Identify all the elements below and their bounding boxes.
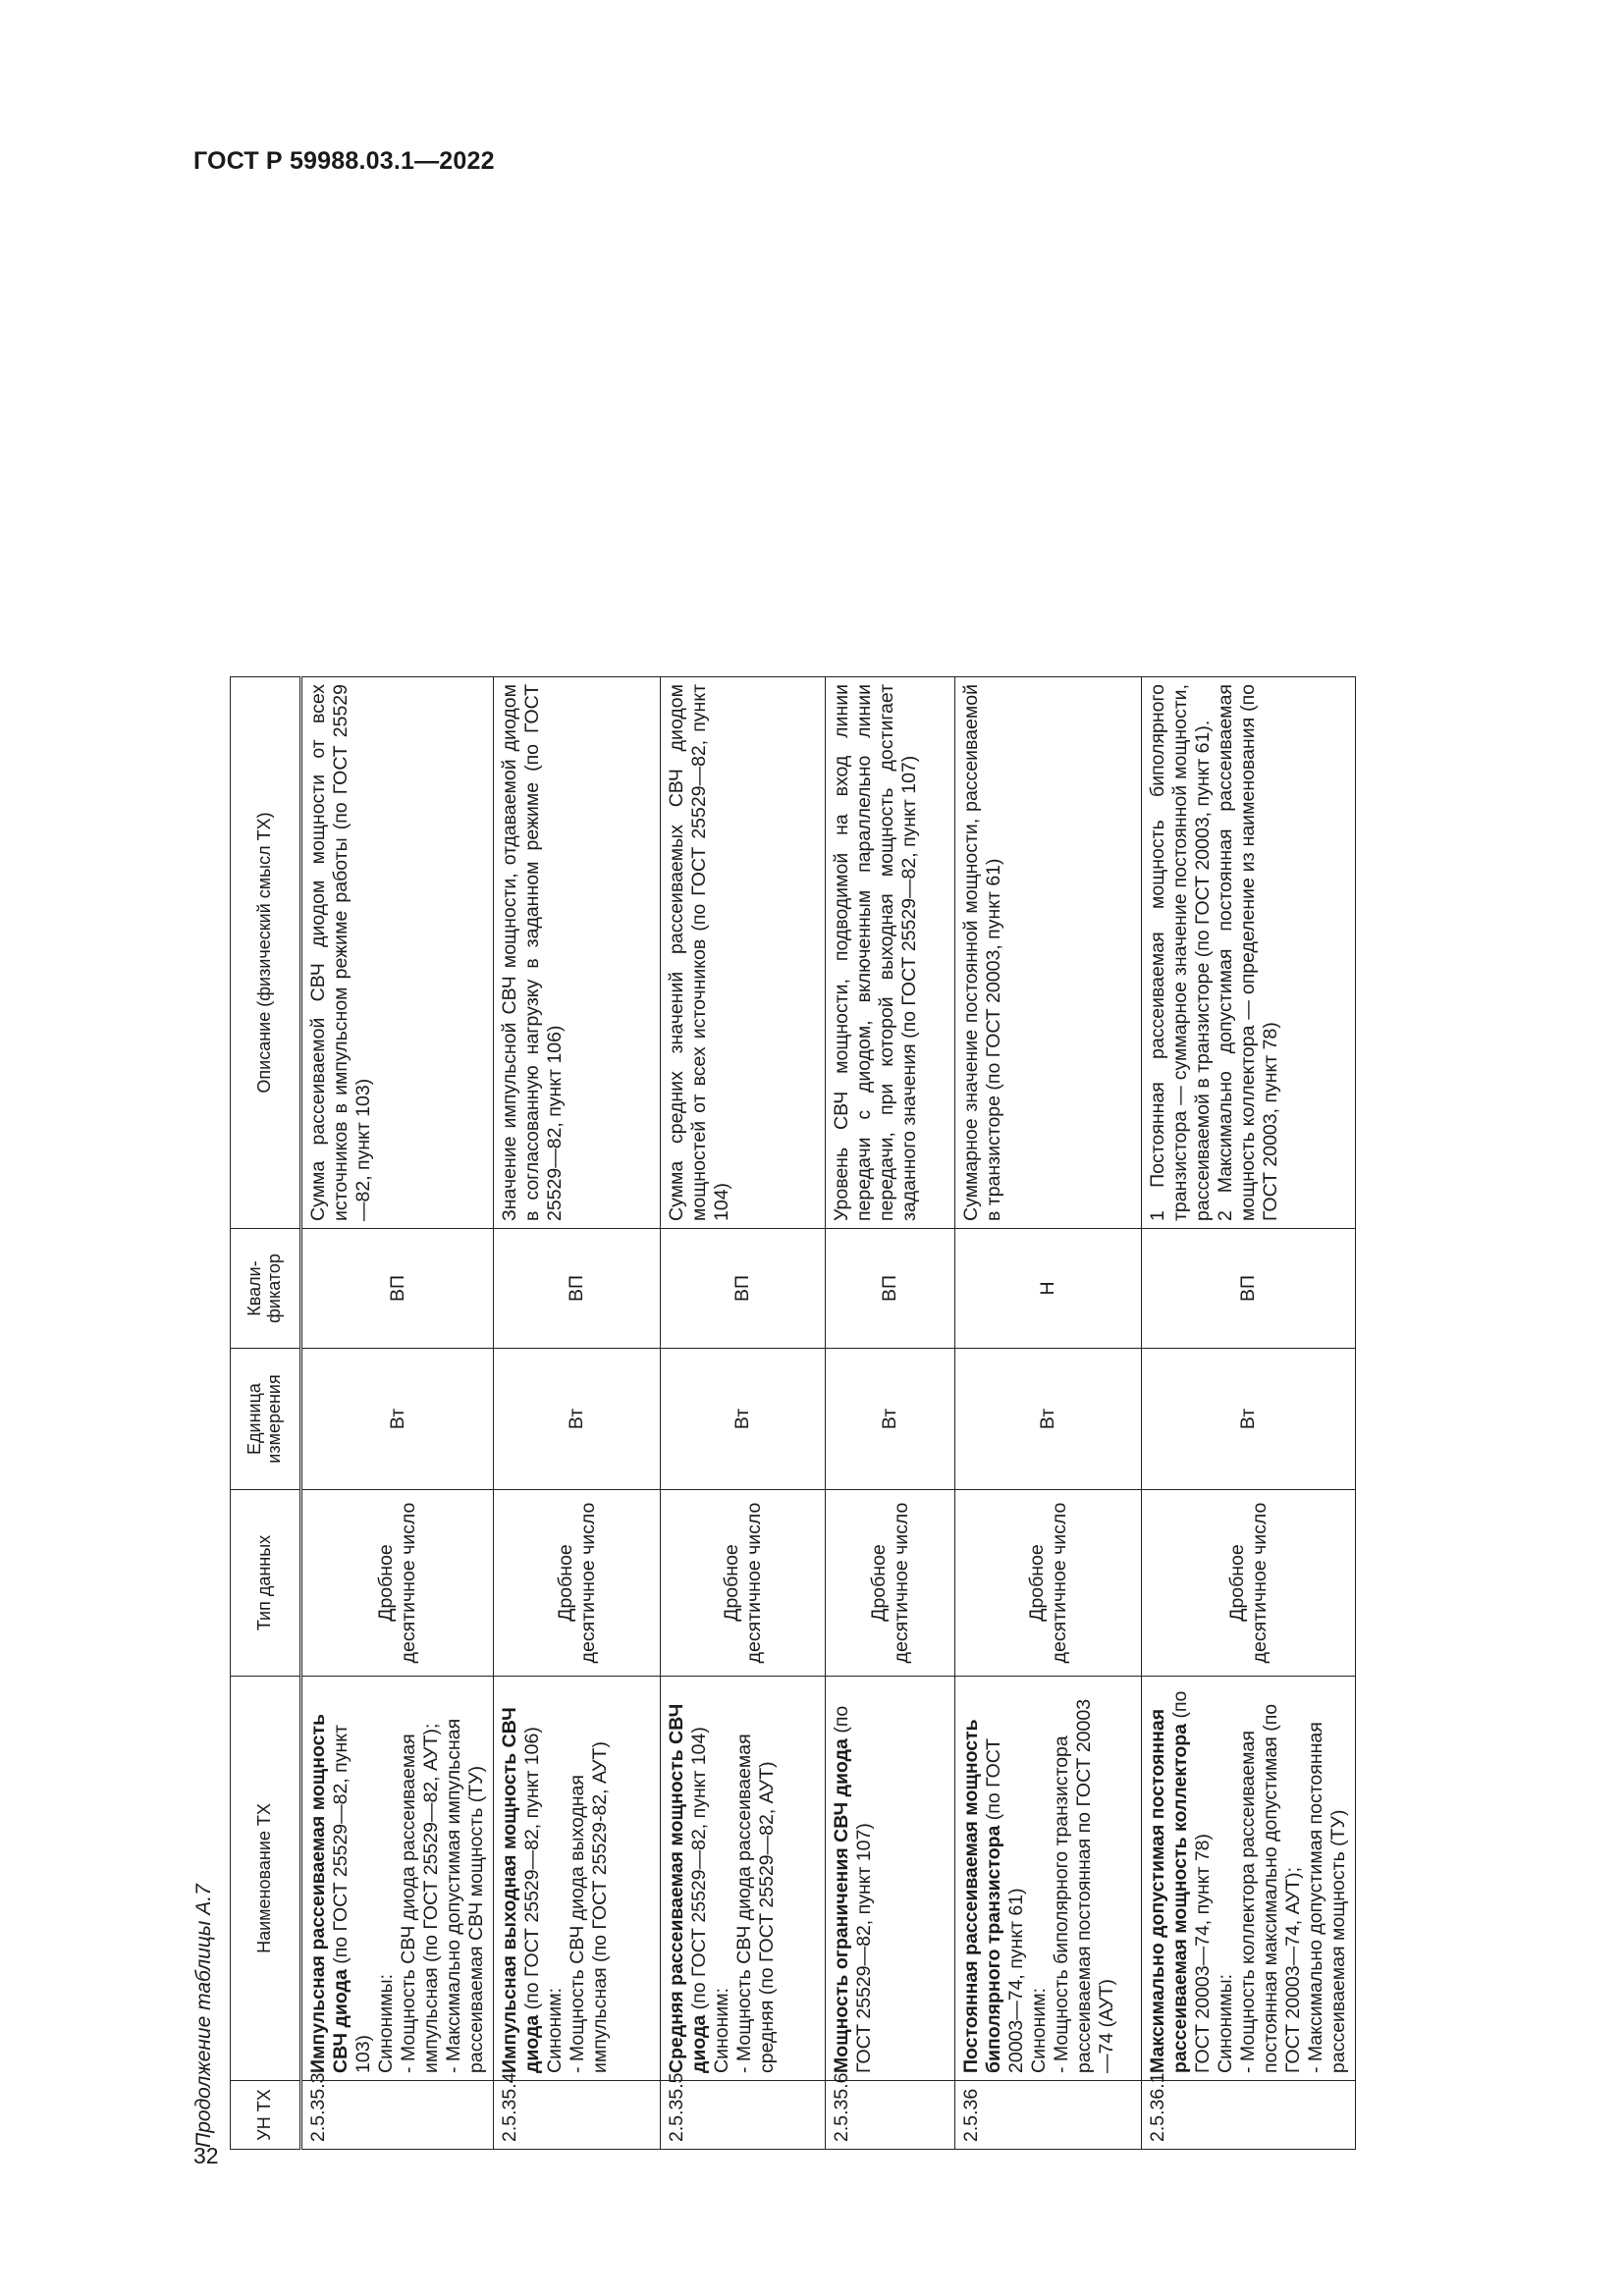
name-ref: (по ГОСТ 20003—74, пункт 61): [983, 1737, 1027, 2073]
name-bold: Максимально допустимая постоянная рассеиваемая мощность коллектора: [1147, 1708, 1191, 2073]
cell-un: 2.5.35.5: [661, 2081, 826, 2150]
synonyms-label: Синонимы:: [375, 1973, 397, 2073]
col-header-qualifier: Квали-фикатор: [231, 1229, 301, 1349]
table-row: [955, 677, 1142, 2150]
cell-un: 2.5.35.4: [494, 2081, 661, 2150]
name-ref: (по ГОСТ 20003—74, пункт 78): [1169, 1690, 1214, 2073]
synonym-item: - Максимально допустимая импульсная рассеиваемая СВЧ мощность (ТУ): [443, 1718, 487, 2073]
cell-unit: Вт: [1142, 1349, 1356, 1490]
spec-table: [230, 676, 1356, 2150]
synonym-item: - Мощность коллектора рассеиваемая постоянная максимально допустимая (по ГОСТ 20003—74, АУТ);: [1237, 1703, 1304, 2073]
table-row: [826, 677, 955, 2150]
col-header-un: УН ТХ: [231, 2081, 301, 2150]
rotated-content: [187, 677, 1365, 2150]
synonyms-label: Синонимы:: [1215, 1973, 1236, 2073]
document-header: ГОСТ Р 59988.03.1—2022: [193, 147, 495, 175]
cell-type: Дробное десятичное число: [826, 1490, 955, 1677]
cell-description: Уровень СВЧ мощности, подводимой на вход линии передачи с диодом, включенным параллельно линии передачи, при которой выходная мощность достигает заданного значения (по ГОСТ 25529—82, пункт 107): [826, 677, 955, 1229]
cell-qualifier: ВП: [494, 1229, 661, 1349]
cell-type: Дробное десятичное число: [1142, 1490, 1356, 1677]
col-header-name: Наименование ТХ: [231, 1677, 301, 2081]
cell-name: [661, 1677, 826, 2081]
description-item: 2 Максимально допустимая постоянная рассеиваемая мощность коллектора — определение из наименования (по ГОСТ 20003, пункт 78): [1215, 684, 1281, 1221]
name-bold: Постоянная рассеиваемая мощность биполярного транзистора: [960, 1719, 1004, 2073]
cell-unit: Вт: [301, 1349, 494, 1490]
name-ref: (по ГОСТ 25529—82, пункт 107): [831, 1705, 875, 2073]
cell-qualifier: ВП: [1142, 1229, 1356, 1349]
cell-description: Сумма рассеиваемой СВЧ диодом мощности от всех источников в импульсном режиме работы (по ГОСТ 25529—82, пункт 103): [301, 677, 494, 1229]
cell-un: 2.5.35.6: [826, 2081, 955, 2150]
synonym-item: - Мощность СВЧ диода рассеиваемая средняя (по ГОСТ 25529—82, АУТ): [733, 1734, 778, 2073]
cell-type: Дробное десятичное число: [301, 1490, 494, 1677]
table-row: [661, 677, 826, 2150]
name-bold: Средняя рассеиваемая мощность СВЧ диода: [666, 1703, 710, 2073]
page-number: 32: [193, 2143, 219, 2168]
cell-description: Сумма средних значений рассеиваемых СВЧ диодом мощностей от всех источников (по ГОСТ 25529—82, пункт 104): [661, 677, 826, 1229]
cell-type: Дробное десятичное число: [661, 1490, 826, 1677]
synonyms-label: Синоним:: [544, 1987, 566, 2073]
col-header-description: Описание (физический смысл ТХ): [231, 677, 301, 1229]
cell-name: [494, 1677, 661, 2081]
cell-type: Дробное десятичное число: [955, 1490, 1142, 1677]
cell-qualifier: ВП: [661, 1229, 826, 1349]
cell-unit: Вт: [826, 1349, 955, 1490]
cell-unit: Вт: [955, 1349, 1142, 1490]
cell-name: [955, 1677, 1142, 2081]
cell-qualifier: ВП: [301, 1229, 494, 1349]
cell-description: Суммарное значение постоянной мощности, рассеиваемой в транзисторе (по ГОСТ 20003, пункт 61): [955, 677, 1142, 1229]
cell-name: [826, 1677, 955, 2081]
cell-name: [1142, 1677, 1356, 2081]
cell-name: [301, 1677, 494, 2081]
name-bold: Импульсная рассеиваемая мощность СВЧ диода: [307, 1713, 352, 2073]
synonyms-label: Синоним:: [711, 1987, 732, 2073]
synonym-item: - Мощность СВЧ диода выходная импульсная (по ГОСТ 25529-82, АУТ): [567, 1741, 611, 2073]
name-ref: (по ГОСТ 25529—82, пункт 106): [521, 1727, 543, 2015]
synonym-item: - Максимально допустимая постоянная рассеиваемая мощность (ТУ): [1305, 1722, 1349, 2073]
cell-unit: Вт: [494, 1349, 661, 1490]
cell-description: [1142, 677, 1356, 1229]
synonyms-label: Синоним:: [1028, 1987, 1050, 2073]
synonym-item: - Мощность СВЧ диода рассеиваемая импульсная (по ГОСТ 25529—82, АУТ);: [398, 1723, 442, 2073]
name-bold: Мощность ограничения СВЧ диода: [831, 1738, 852, 2073]
col-header-type: Тип данных: [231, 1490, 301, 1677]
cell-qualifier: Н: [955, 1229, 1142, 1349]
cell-un: 2.5.36: [955, 2081, 1142, 2150]
table-row: [1142, 677, 1356, 2150]
table-row: [301, 677, 494, 2150]
table-caption: Продолжение таблицы А.7: [192, 1884, 215, 2148]
name-bold: Импульсная выходная мощность СВЧ диода: [499, 1707, 543, 2073]
description-item: 1 Постоянная рассеиваемая мощность биполярного транзистора — суммарное значение постоянной мощности, рассеиваемой в транзисторе (по ГОСТ 20003, пункт 61).: [1147, 684, 1214, 1221]
col-header-unit: Единица измерения: [231, 1349, 301, 1490]
cell-unit: Вт: [661, 1349, 826, 1490]
cell-type: Дробное десятичное число: [494, 1490, 661, 1677]
table-row: [494, 677, 661, 2150]
synonym-item: - Мощность биполярного транзистора рассеиваемая постоянная по ГОСТ 20003—74 (АУТ): [1051, 1698, 1117, 2073]
cell-description: Значение импульсной СВЧ мощности, отдаваемой диодом в согласованную нагрузку в заданном режиме (по ГОСТ 25529—82, пункт 106): [494, 677, 661, 1229]
cell-qualifier: ВП: [826, 1229, 955, 1349]
name-ref: (по ГОСТ 25529—82, пункт 103): [330, 1725, 374, 2073]
cell-un: 2.5.36.1: [1142, 2081, 1356, 2150]
name-ref: (по ГОСТ 25529—82, пункт 104): [688, 1727, 710, 2015]
table-header-row: [231, 677, 301, 2150]
cell-un: 2.5.35.3: [301, 2081, 494, 2150]
